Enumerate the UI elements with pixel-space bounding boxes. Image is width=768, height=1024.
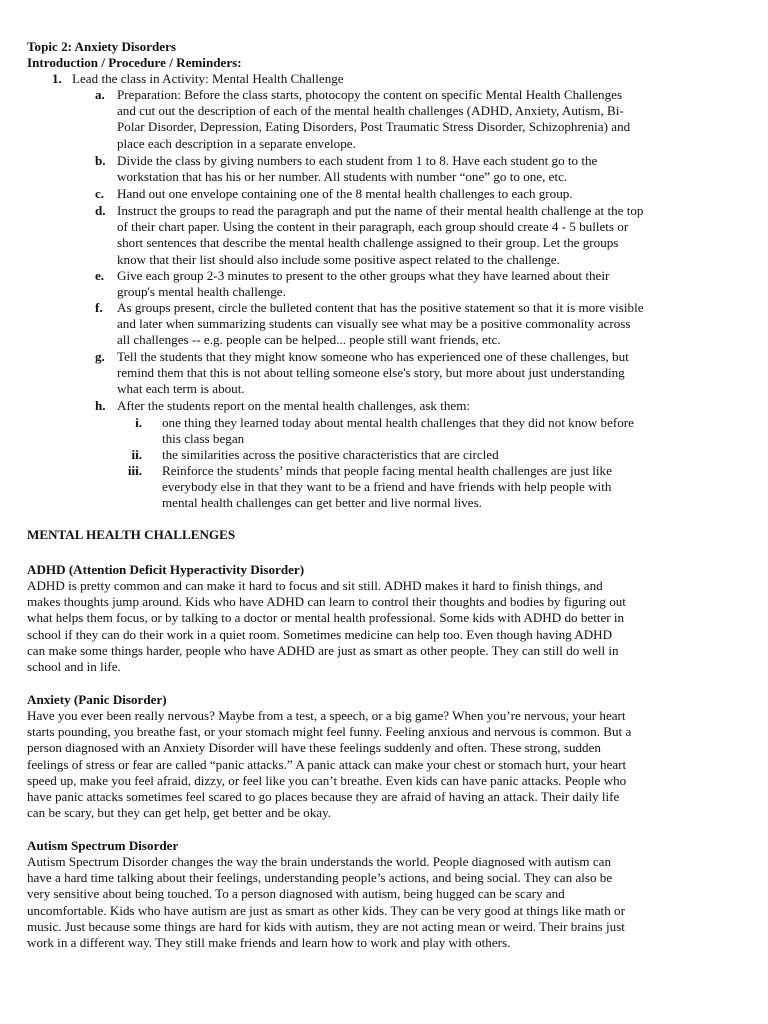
item-label: i. (135, 415, 142, 430)
text-line: of their chart paper. Using the content in their paragraph, each group should create 4 - 5 bullets or (117, 219, 629, 235)
text-line: ADHD is pretty common and can make it hard to focus and sit still. ADHD makes it hard to finish things, and (27, 578, 603, 593)
adhd-paragraph (27, 578, 727, 675)
text-line: After the students report on the mental health challenges, ask them: (117, 398, 471, 413)
text-line: have a hard time talking about their feelings, understanding people’s actions, and being social. They can also be (27, 870, 613, 886)
step-text (117, 300, 737, 349)
anxiety-title: Anxiety (Panic Disorder) (27, 692, 167, 707)
text-line: Tell the students that they might know someone who has experienced one of these challenges, but (117, 349, 629, 364)
text-line: starts pounding, you breathe fast, or your stomach might feel funny. Feeling anxious and nervous is common. But a (27, 724, 632, 740)
step-text (117, 203, 737, 268)
text-line: group's mental health challenge. (117, 284, 286, 300)
step-text (117, 153, 737, 185)
text-line: the similarities across the positive characteristics that are circled (162, 447, 499, 462)
text-line: Instruct the groups to read the paragraph and put the name of their mental health challenge at the top (117, 203, 644, 218)
text-line: remind them that this is not about telling someone else's story, but more about just understanding (117, 365, 625, 381)
text-line: Divide the class by giving numbers to each student from 1 to 8. Have each student go to the (117, 153, 598, 168)
step-text (117, 186, 737, 202)
autism-title: Autism Spectrum Disorder (27, 838, 179, 853)
text-line: person diagnosed with an Anxiety Disorder will have these feelings suddenly and often. These strong, sudden (27, 740, 601, 756)
step-label: b. (95, 153, 106, 168)
adhd-title: ADHD (Attention Deficit Hyperactivity Disorder) (27, 562, 305, 577)
text-line: uncomfortable. Kids who have autism are just as smart as other kids. They can be very good at things like math or (27, 902, 625, 918)
step-label: e. (95, 268, 105, 283)
text-line: can make some things harder, people who have ADHD are just as smart as other people. They can still do well in (27, 642, 619, 658)
text-line: Polar Disorder, Depression, Eating Disorders, Post Traumatic Stress Disorder, Schizophrenia) and (117, 119, 631, 135)
text-line: Give each group 2-3 minutes to present to the other groups what they have learned about their (117, 268, 610, 283)
text-line: everybody else in that they want to be a friend and have friends with help people with (162, 479, 612, 495)
text-line: feelings of stress or fear are called “panic attacks.” A panic attack can make your chest or stomach hurt, your heart (27, 756, 627, 772)
step-text (117, 87, 737, 152)
text-line: school if they can do their work in a quiet room. Sometimes medicine can help too. Even though having ADHD (27, 626, 613, 642)
text-line: one thing they learned today about mental health challenges that they did not know before (162, 415, 634, 430)
text-line: Preparation: Before the class starts, photocopy the content on specific Mental Health Challenges (117, 87, 623, 102)
text-line: and later when summarizing students can visually see what may be a positive commonality across (117, 316, 631, 332)
text-line: mental health challenges can get better and live normal lives. (162, 495, 482, 511)
text-line: what helps them focus, or by talking to a doctor or mental health professional. Some kids with ADHD do better in (27, 610, 625, 626)
text-line: makes thoughts jump around. Kids who have ADHD can learn to control their thoughts and bodies by figuring out (27, 594, 626, 610)
topic-heading: Topic 2: Anxiety Disorders (27, 39, 177, 54)
text-line: this class began (162, 431, 245, 447)
text-line: can be scary, but they can get help, get better and be okay. (27, 805, 332, 821)
step-label: a. (95, 87, 105, 102)
text-line: music. Just because some things are hard for kids with autism, they are not acting mean or weird. Their brains just (27, 918, 625, 934)
step-text (117, 268, 737, 300)
procedure-title: Lead the class in Activity: Mental Health Challenge (72, 71, 344, 86)
text-line: Autism Spectrum Disorder changes the way the brain understands the world. People diagnosed with autism can (27, 854, 611, 869)
text-line: Hand out one envelope containing one of the 8 mental health challenges to each group. (117, 186, 573, 201)
item-label: ii. (131, 447, 142, 462)
step-label: h. (95, 398, 106, 413)
text-line: workstation that has his or her number. All students with number “one” go to one, etc. (117, 169, 568, 185)
step-label: d. (95, 203, 106, 218)
text-line: short sentences that describe the mental health challenge assigned to their group. Let the groups (117, 235, 619, 251)
text-line: work in a different way. They still make friends and learn how to work and play with others. (27, 935, 511, 951)
text-line: Have you ever been really nervous? Maybe from a test, a speech, or a big game? When you’re nervous, your heart (27, 708, 626, 723)
autism-paragraph (27, 854, 727, 951)
text-line: all challenges -- e.g. people can be helped... people still want friends, etc. (117, 332, 501, 348)
text-line: Reinforce the students’ minds that people facing mental health challenges are just like (162, 463, 612, 478)
text-line: As groups present, circle the bulleted content that has the positive statement so that it is more visible (117, 300, 644, 315)
text-line: what each term is about. (117, 381, 245, 397)
item-label: iii. (127, 463, 142, 478)
step-text (117, 398, 737, 414)
text-line: speed up, make you feel afraid, dizzy, or feel like you can’t breathe. Even kids can have panic attacks. People who (27, 772, 627, 788)
text-line: have panic attacks sometimes feel scared to go places because they are afraid of having an attack. Their daily life (27, 789, 620, 805)
text-line: very sensitive about being touched. To a person diagnosed with autism, being hugged can be scary and (27, 886, 565, 902)
text-line: and cut out the description of each of the mental health challenges (ADHD, Anxiety, Autism, Bi- (117, 103, 624, 119)
step-label: g. (95, 349, 105, 364)
anxiety-paragraph (27, 708, 727, 821)
challenges-heading: MENTAL HEALTH CHALLENGES (27, 527, 236, 542)
step-label: c. (95, 186, 105, 201)
text-line: know that their list should also include some positive aspect related to the challenge. (117, 251, 560, 267)
procedure-number: 1. (52, 71, 62, 86)
section-subtitle: Introduction / Procedure / Reminders: (27, 55, 242, 70)
step-label: f. (95, 300, 103, 315)
text-line: school and in life. (27, 659, 121, 675)
text-line: place each description in a separate envelope. (117, 135, 356, 151)
step-text (117, 349, 737, 398)
item-text (162, 463, 722, 512)
item-text (162, 447, 722, 463)
item-text (162, 415, 722, 447)
